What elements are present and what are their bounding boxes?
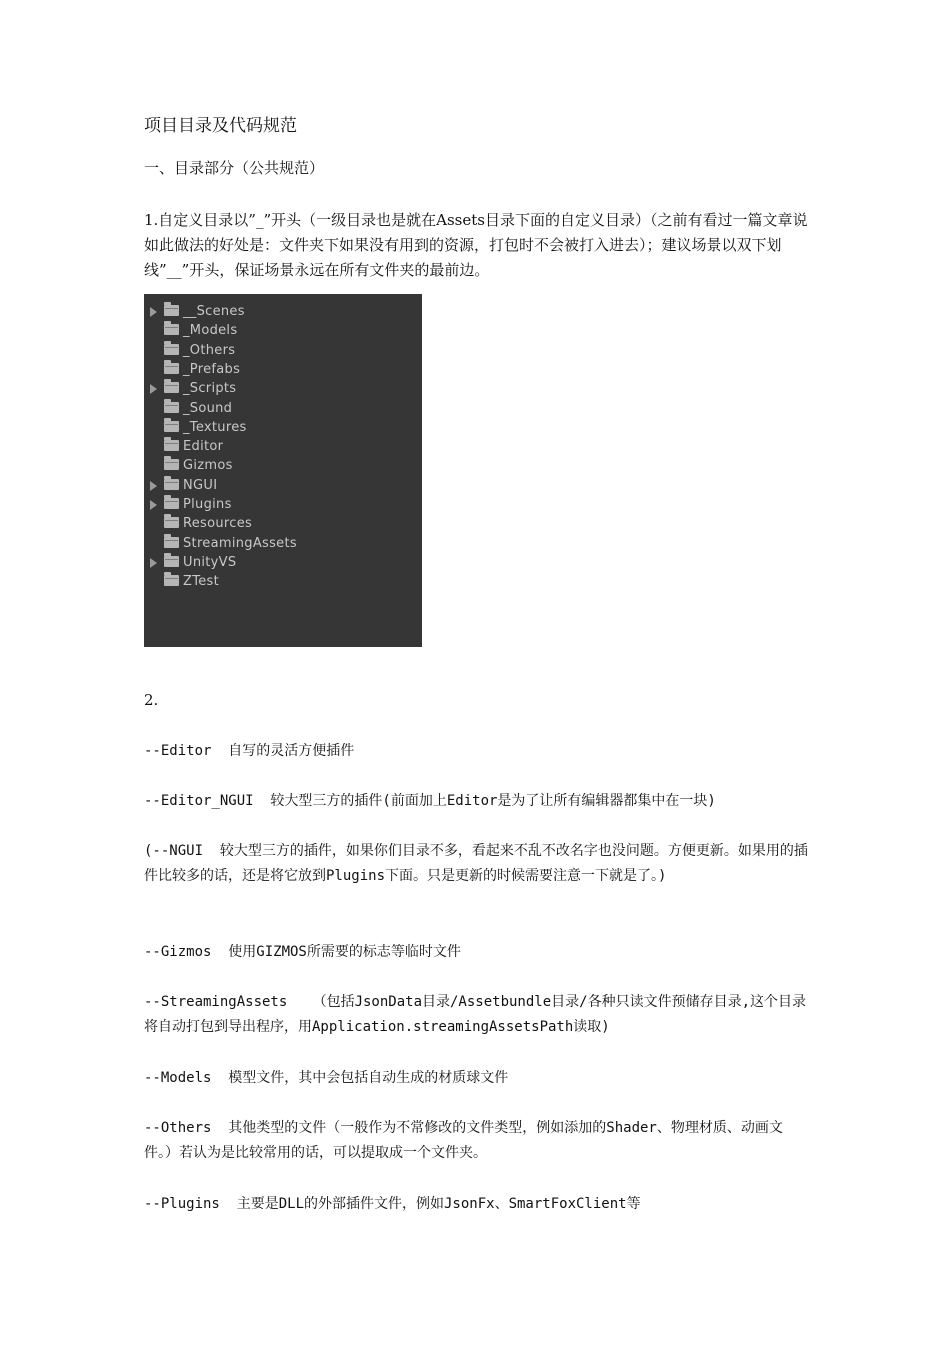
folder-row[interactable] (144, 456, 422, 475)
item-2-label: 2. (144, 691, 159, 709)
expand-arrow-icon[interactable] (150, 481, 157, 491)
models-line: --Models 模型文件，其中会包括自动生成的材质球文件 (144, 1070, 509, 1086)
paragraph-1: 1.自定义目录以”_”开头（一级目录也是就在Assets目录下面的自定义目录）（之前有看过一篇文章说如此做法的好处是：文件夹下如果没有用到的资源，打包时不会被打入进去）；建议场景以双下划线”__”开头，保证场景永远在所有文件夹的最前边。 (144, 211, 808, 279)
folder-label: _Prefabs (183, 361, 241, 377)
plugins-line: --Plugins 主要是DLL的外部插件文件，例如JsonFx、SmartFoxClient等 (144, 1196, 641, 1212)
folder-label: Editor (183, 439, 224, 455)
folder-icon (164, 344, 179, 355)
folder-label: Plugins (183, 497, 232, 512)
expand-arrow-icon[interactable] (150, 500, 157, 510)
streaming-assets-line: --StreamingAssets （包括JsonData目录/Assetbundle目录/各种只读文件预储存目录,这个目录将自动打包到导出程序，用Application.streamingAssetsPath读取) (144, 994, 807, 1035)
folder-icon (164, 498, 179, 509)
folder-row[interactable] (144, 437, 422, 456)
project-folder-panel (144, 294, 422, 647)
folder-label: UnityVS (183, 554, 237, 570)
folder-icon (164, 517, 179, 528)
folder-row[interactable] (144, 360, 422, 379)
editor-ngui-line: --Editor_NGUI 较大型三方的插件(前面加上Editor是为了让所有编辑器都集中在一块) (144, 793, 716, 809)
folder-label: _Scripts (183, 381, 237, 397)
folder-label: Gizmos (183, 458, 233, 474)
folder-icon (164, 440, 179, 451)
folder-row[interactable] (144, 514, 422, 533)
folder-row[interactable] (144, 476, 422, 495)
folder-icon (164, 556, 179, 567)
folder-row[interactable] (144, 341, 422, 360)
folder-row[interactable] (144, 399, 422, 418)
folder-row[interactable] (144, 302, 422, 321)
folder-icon (164, 324, 179, 335)
folder-label: ZTest (183, 574, 220, 590)
folder-icon (164, 459, 179, 470)
folder-icon (164, 537, 179, 548)
gizmos-line: --Gizmos 使用GIZMOS所需要的标志等临时文件 (144, 944, 461, 960)
folder-row[interactable] (144, 321, 422, 340)
doc-title: 项目目录及代码规范 (144, 116, 297, 136)
folder-icon (164, 479, 179, 490)
folder-row[interactable] (144, 418, 422, 437)
editor-line: --Editor 自写的灵活方便插件 (144, 743, 355, 759)
folder-label: _Others (183, 342, 236, 358)
folder-row[interactable] (144, 572, 422, 591)
expand-arrow-icon[interactable] (150, 307, 157, 317)
folder-row[interactable] (144, 534, 422, 553)
folder-label: __Scenes (183, 304, 245, 319)
folder-label: _Textures (183, 419, 247, 435)
folder-label: Resources (183, 516, 253, 532)
folder-label: StreamingAssets (183, 535, 297, 551)
folder-row[interactable] (144, 495, 422, 514)
folder-label: _Models (183, 323, 238, 339)
ngui-note: (--NGUI 较大型三方的插件，如果你们目录不多，看起来不乱不改名字也没问题。方便更新。如果用的插件比较多的话，还是将它放到Plugins下面。只是更新的时候需要注意一下就是了。) (144, 843, 808, 884)
folder-icon (164, 575, 179, 586)
folder-row[interactable] (144, 379, 422, 398)
folder-icon (164, 421, 179, 432)
expand-arrow-icon[interactable] (150, 384, 157, 394)
section-heading: 一、目录部分（公共规范） (144, 159, 325, 177)
folder-icon (164, 305, 179, 316)
folder-icon (164, 363, 179, 374)
folder-icon (164, 382, 179, 393)
folder-label: _Sound (183, 400, 233, 416)
folder-row[interactable] (144, 553, 422, 572)
folder-label: NGUI (183, 477, 218, 493)
folder-icon (164, 402, 179, 413)
expand-arrow-icon[interactable] (150, 558, 157, 568)
others-line: --Others 其他类型的文件（一般作为不常修改的文件类型，例如添加的Shader、物理材质、动画文件。）若认为是比较常用的话，可以提取成一个文件夹。 (144, 1120, 783, 1161)
